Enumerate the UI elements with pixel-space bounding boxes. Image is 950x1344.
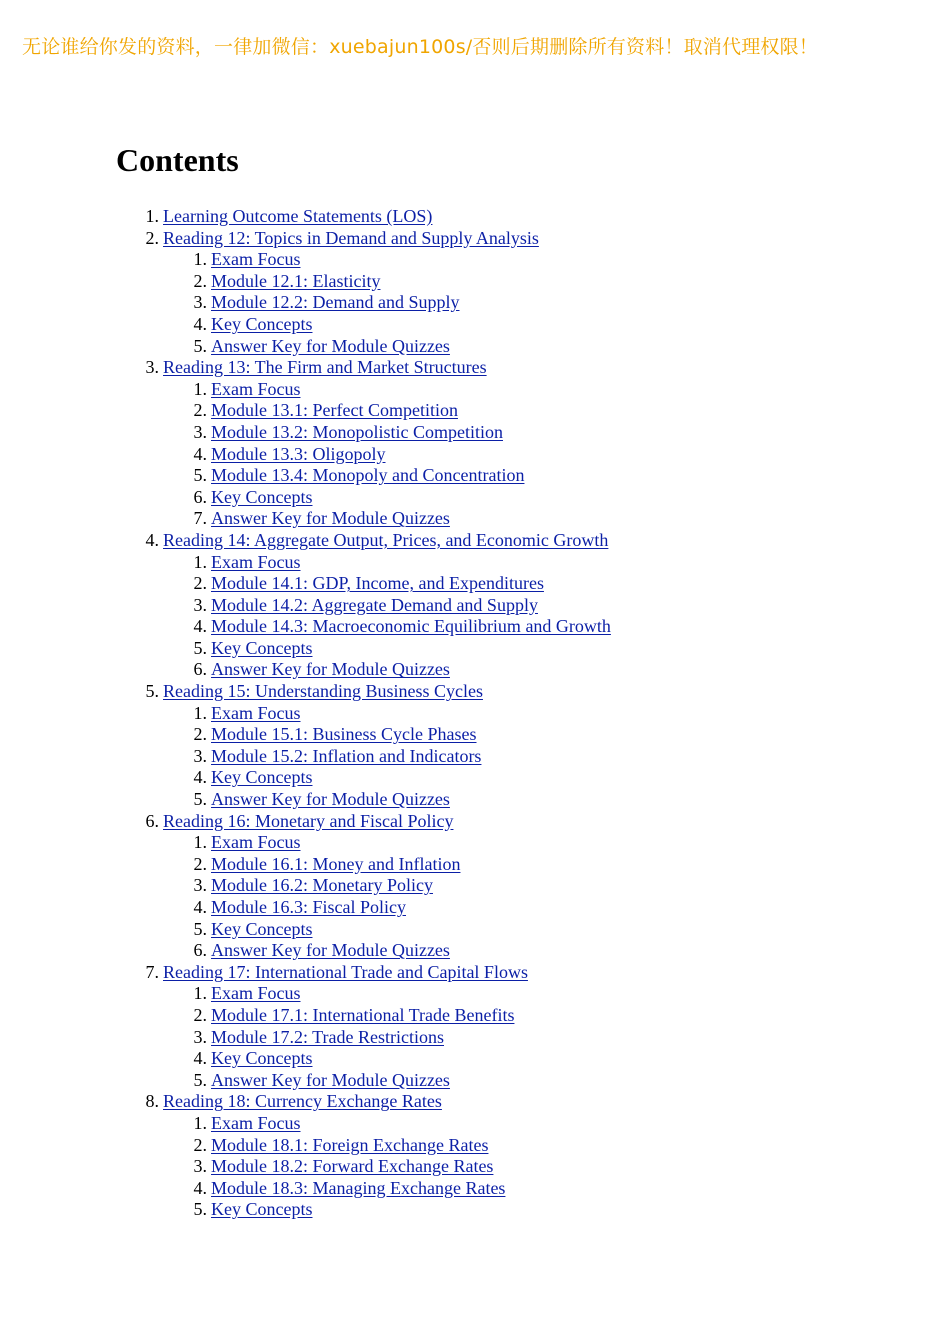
toc-subentry-number: 5.: [193, 465, 207, 486]
toc-subentry: [193, 918, 611, 941]
toc-subentry: [193, 400, 611, 422]
toc-subentry: [193, 897, 611, 919]
toc-subentry-number: 1.: [193, 983, 207, 1004]
toc-link[interactable]: Reading 15: Understanding Business Cycles: [163, 681, 483, 702]
toc-subentry: [193, 745, 611, 768]
toc-entry: [145, 681, 611, 811]
toc-subentry: [193, 659, 611, 681]
toc-subentry-number: 4.: [193, 1048, 207, 1069]
toc-subentry: [193, 1177, 611, 1200]
toc-subentry-number: 5.: [193, 637, 207, 658]
toc-subentry-number: 3.: [193, 594, 207, 615]
toc-sublink[interactable]: Module 18.3: Managing Exchange Rates: [211, 1177, 506, 1198]
toc-sublink[interactable]: Exam Focus: [211, 702, 301, 723]
toc-subentry-number: 3.: [193, 292, 207, 313]
toc-subentry: [193, 983, 611, 1005]
toc-sublink[interactable]: Answer Key for Module Quizzes: [211, 659, 450, 680]
toc-subentry-number: 3.: [193, 421, 207, 442]
toc-entry-number: 6.: [145, 810, 159, 831]
toc-subentry-number: 2.: [193, 573, 207, 594]
toc-subentry-number: 5.: [193, 918, 207, 939]
toc-subentry-number: 7.: [193, 508, 207, 529]
toc-subentry: [193, 1004, 611, 1027]
toc-subentry-number: 3.: [193, 1026, 207, 1047]
toc-subentry-number: 2.: [193, 724, 207, 745]
toc-subentry: [193, 335, 611, 358]
toc-sublink[interactable]: Module 13.4: Monopoly and Concentration: [211, 465, 525, 486]
toc-link[interactable]: Reading 13: The Firm and Market Structures: [163, 357, 487, 378]
toc-subentry-number: 4.: [193, 897, 207, 917]
toc-subentry: [193, 508, 611, 530]
toc-entry-number: 5.: [145, 681, 159, 702]
toc-entry-number: 1.: [145, 206, 159, 226]
toc-sublink[interactable]: Answer Key for Module Quizzes: [211, 335, 450, 356]
toc-subentry-number: 2.: [193, 1134, 207, 1155]
toc-entry-number: 4.: [145, 529, 159, 550]
toc-sublink[interactable]: Module 13.1: Perfect Competition: [211, 400, 458, 421]
toc-subentry-number: 4.: [193, 767, 207, 788]
toc-link[interactable]: Reading 14: Aggregate Output, Prices, and Economic Growth: [163, 529, 609, 550]
toc-subentry-number: 3.: [193, 875, 207, 896]
toc-sublink[interactable]: Exam Focus: [211, 1112, 301, 1133]
toc-subentry: [193, 940, 611, 962]
toc-subentry: [193, 421, 611, 444]
toc-sublink[interactable]: Answer Key for Module Quizzes: [211, 789, 450, 810]
toc-sublink[interactable]: Key Concepts: [211, 486, 313, 507]
toc-sublink[interactable]: Module 16.2: Monetary Policy: [211, 875, 433, 896]
toc-subentry-number: 1.: [193, 1112, 207, 1133]
toc-sublink[interactable]: Key Concepts: [211, 637, 313, 658]
toc-sublink[interactable]: Exam Focus: [211, 378, 301, 399]
toc-sublink[interactable]: Answer Key for Module Quizzes: [211, 940, 450, 961]
toc-sublink[interactable]: Key Concepts: [211, 918, 313, 939]
toc-sublist: [193, 249, 611, 357]
toc-subentry: [193, 637, 611, 660]
toc-sublink[interactable]: Exam Focus: [211, 983, 301, 1004]
toc-subentry-number: 2.: [193, 270, 207, 291]
toc-subentry: [193, 1026, 611, 1049]
toc-subentry: [193, 292, 611, 314]
toc-subentry: [193, 789, 611, 811]
toc-sublink[interactable]: Exam Focus: [211, 832, 301, 853]
toc-subentry-number: 5.: [193, 1069, 207, 1090]
toc-sublist: [193, 378, 611, 530]
toc-subentry: [193, 378, 611, 401]
toc-entry: [145, 529, 611, 681]
toc-entry: [145, 227, 611, 358]
toc-subentry: [193, 594, 611, 617]
toc-link[interactable]: Reading 17: International Trade and Capital Flows: [163, 961, 528, 982]
toc-subentry: [193, 443, 611, 466]
toc-sublink[interactable]: Module 15.1: Business Cycle Phases: [211, 724, 477, 745]
toc-subentry-number: 4.: [193, 443, 207, 464]
toc-subentry: [193, 313, 611, 336]
toc-sublink[interactable]: Module 13.3: Oligopoly: [211, 443, 386, 464]
toc-subentry: [193, 767, 611, 789]
toc-entry-number: 8.: [145, 1091, 159, 1112]
toc-subentry: [193, 702, 611, 725]
page-title: Contents: [116, 142, 239, 178]
toc-subentry-number: 5.: [193, 335, 207, 356]
toc-subentry: [193, 1199, 611, 1221]
toc-entry: [145, 1091, 611, 1221]
toc-subentry-number: 4.: [193, 313, 207, 334]
toc-subentry: [193, 486, 611, 509]
toc-link[interactable]: Reading 12: Topics in Demand and Supply Analysis: [163, 227, 539, 248]
table-of-contents: [145, 206, 611, 1221]
toc-entry-number: 2.: [145, 227, 159, 248]
toc-subentry-number: 6.: [193, 659, 207, 680]
toc-subentry: [193, 724, 611, 746]
toc-entry: [145, 357, 611, 530]
toc-subentry: [193, 1134, 611, 1157]
toc-sublink[interactable]: Module 14.1: GDP, Income, and Expenditures: [211, 573, 544, 594]
toc-entry: [145, 206, 611, 228]
toc-subentry: [193, 616, 611, 638]
toc-subentry: [193, 1048, 611, 1070]
toc-sublink[interactable]: Key Concepts: [211, 313, 313, 334]
toc-sublink[interactable]: Module 16.1: Money and Inflation: [211, 853, 461, 874]
toc-link[interactable]: Reading 18: Currency Exchange Rates: [163, 1091, 442, 1112]
toc-sublink[interactable]: Module 12.2: Demand and Supply: [211, 292, 460, 313]
toc-entry-number: 3.: [145, 357, 159, 378]
toc-sublink[interactable]: Key Concepts: [211, 1048, 313, 1069]
toc-sublink[interactable]: Answer Key for Module Quizzes: [211, 508, 450, 529]
toc-subentry: [193, 551, 611, 574]
toc-subentry-number: 6.: [193, 940, 207, 961]
toc-sublink[interactable]: Module 15.2: Inflation and Indicators: [211, 745, 482, 766]
toc-subentry-number: 3.: [193, 1156, 207, 1177]
toc-sublink[interactable]: Module 12.1: Elasticity: [211, 270, 381, 291]
toc-subentry-number: 4.: [193, 616, 207, 637]
toc-subentry: [193, 573, 611, 595]
toc-entry: [145, 961, 611, 1092]
toc-sublink[interactable]: Module 18.1: Foreign Exchange Rates: [211, 1134, 489, 1155]
toc-subentry: [193, 465, 611, 487]
toc-sublist: [193, 983, 611, 1091]
toc-sublist: [193, 1112, 611, 1221]
toc-subentry-number: 4.: [193, 1177, 207, 1198]
toc-subentry-number: 1.: [193, 551, 207, 572]
toc-subentry-number: 3.: [193, 745, 207, 766]
toc-subentry-number: 1.: [193, 249, 207, 270]
toc-sublink[interactable]: Key Concepts: [211, 1199, 313, 1220]
toc-sublink[interactable]: Module 16.3: Fiscal Policy: [211, 897, 406, 917]
toc-entry-number: 7.: [145, 961, 159, 982]
toc-subentry: [193, 1069, 611, 1092]
toc-entry: [145, 810, 611, 962]
toc-subentry-number: 1.: [193, 378, 207, 399]
toc-list: [145, 206, 611, 1221]
toc-sublink[interactable]: Key Concepts: [211, 767, 313, 788]
toc-subentry: [193, 875, 611, 897]
toc-sublist: [193, 702, 611, 811]
toc-subentry: [193, 270, 611, 293]
toc-sublink[interactable]: Exam Focus: [211, 551, 301, 572]
toc-sublink[interactable]: Module 14.3: Macroeconomic Equilibrium and Growth: [211, 616, 611, 637]
toc-sublink[interactable]: Module 17.2: Trade Restrictions: [211, 1026, 444, 1047]
toc-subentry-number: 2.: [193, 400, 207, 421]
toc-sublist: [193, 832, 611, 962]
toc-subentry-number: 1.: [193, 702, 207, 723]
watermark-banner: 无论谁给你发的资料，一律加微信：xuebajun100s/否则后期删除所有资料！取消代理权限！: [22, 36, 819, 58]
toc-subentry-number: 5.: [193, 1199, 207, 1220]
toc-link[interactable]: Learning Outcome Statements (LOS): [163, 206, 433, 226]
toc-subentry-number: 1.: [193, 832, 207, 853]
toc-subentry: [193, 1112, 611, 1135]
toc-sublink[interactable]: Module 18.2: Forward Exchange Rates: [211, 1156, 494, 1177]
toc-sublink[interactable]: Module 17.1: International Trade Benefits: [211, 1004, 515, 1025]
toc-subentry: [193, 832, 611, 854]
toc-sublink[interactable]: Answer Key for Module Quizzes: [211, 1069, 450, 1090]
toc-subentry-number: 2.: [193, 1004, 207, 1025]
toc-link[interactable]: Reading 16: Monetary and Fiscal Policy: [163, 810, 454, 831]
toc-subentry: [193, 1156, 611, 1178]
toc-subentry-number: 6.: [193, 486, 207, 507]
toc-subentry: [193, 853, 611, 876]
toc-subentry-number: 2.: [193, 853, 207, 874]
toc-sublist: [193, 551, 611, 682]
toc-sublink[interactable]: Exam Focus: [211, 249, 301, 270]
toc-sublink[interactable]: Module 13.2: Monopolistic Competition: [211, 421, 503, 442]
toc-subentry-number: 5.: [193, 789, 207, 810]
toc-sublink[interactable]: Module 14.2: Aggregate Demand and Supply: [211, 594, 538, 615]
toc-subentry: [193, 249, 611, 271]
